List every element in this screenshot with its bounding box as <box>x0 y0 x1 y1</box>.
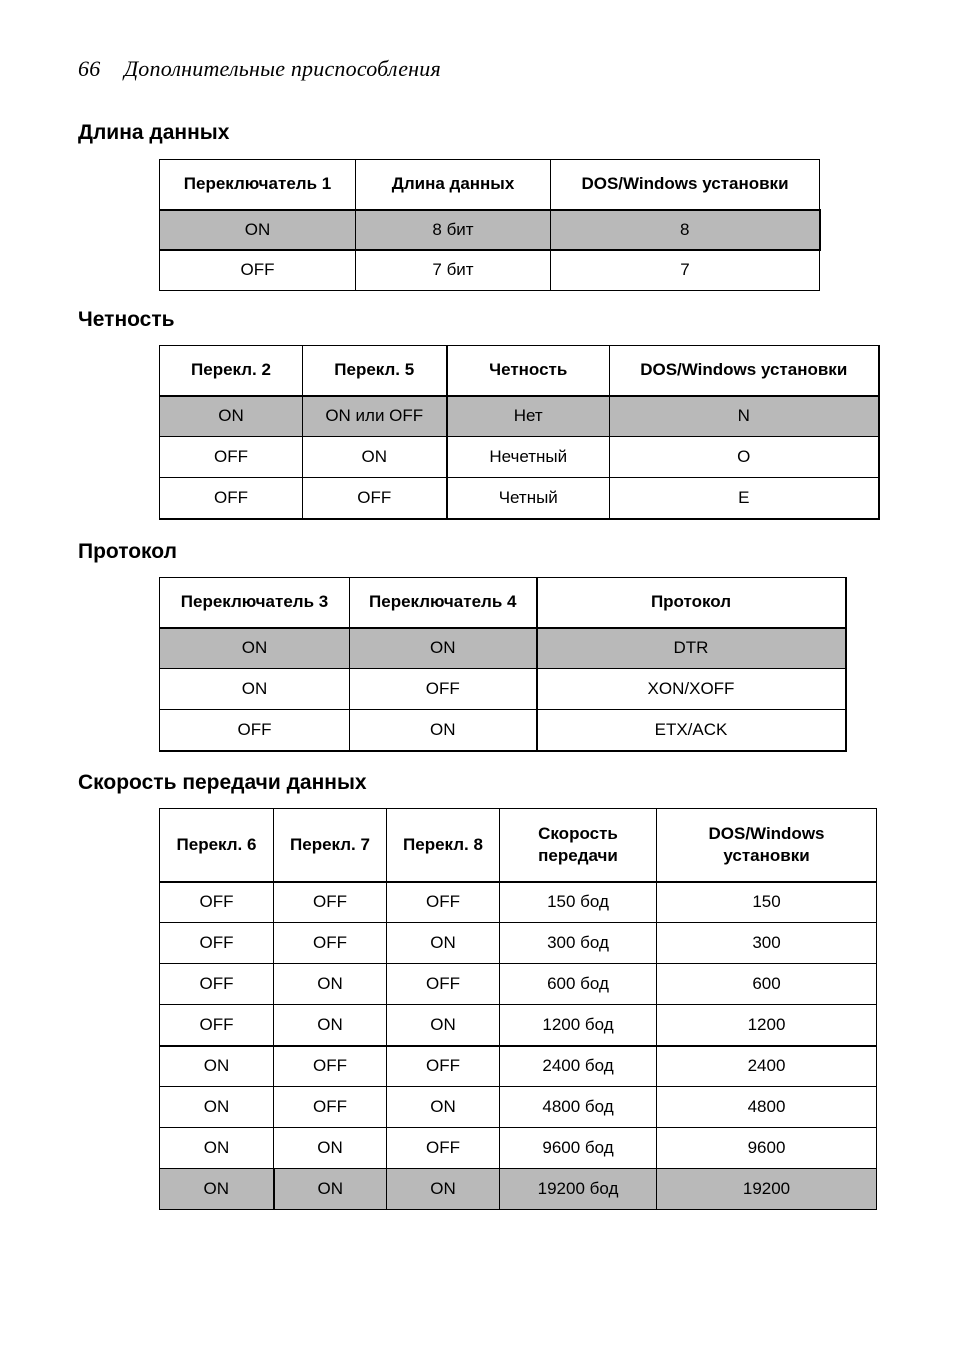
section-title-protocol: Протокол <box>78 540 177 563</box>
table-cell: Четный <box>447 478 610 519</box>
table-cell: OFF <box>160 437 303 478</box>
table-header-row <box>160 346 879 396</box>
table-cell: 150 бод <box>500 882 657 923</box>
table-cell: ON <box>387 1005 500 1046</box>
table-row <box>160 437 879 478</box>
parity-table <box>159 345 880 520</box>
table-cell: ON <box>160 1046 274 1087</box>
column-header: DOS/Windows установки <box>657 809 877 882</box>
table-cell: ON <box>160 1087 274 1128</box>
running-title: Дополнительные приспособления <box>124 56 441 81</box>
table-cell: 7 <box>551 250 820 291</box>
column-header: Переключатель 4 <box>350 578 537 628</box>
table-cell: ON <box>274 1169 387 1210</box>
table-cell: OFF <box>274 1087 387 1128</box>
table-cell: 1200 бод <box>500 1005 657 1046</box>
table-cell: OFF <box>387 1128 500 1169</box>
column-header: DOS/Windows установки <box>551 160 820 210</box>
table-cell: 9600 бод <box>500 1128 657 1169</box>
table-cell: Нечетный <box>447 437 610 478</box>
table-cell: N <box>610 396 879 437</box>
table-cell: Нет <box>447 396 610 437</box>
column-header: Протокол <box>537 578 846 628</box>
table-cell: ON <box>387 923 500 964</box>
table-cell: ON <box>274 1005 387 1046</box>
column-header: DOS/Windows установки <box>610 346 879 396</box>
page-number: 66 <box>78 56 101 81</box>
table-cell: OFF <box>160 478 303 519</box>
table-header-row <box>160 160 820 210</box>
section-title-parity: Четность <box>78 308 175 331</box>
table-cell: ON <box>160 628 350 669</box>
table-row <box>160 1005 877 1046</box>
table-row <box>160 923 877 964</box>
table-cell: OFF <box>303 478 447 519</box>
column-header: Скорость передачи <box>500 809 657 882</box>
table-cell: OFF <box>160 923 274 964</box>
table-cell: OFF <box>387 882 500 923</box>
table-row <box>160 669 846 710</box>
table-cell: ON <box>160 669 350 710</box>
table-cell: ON <box>350 710 537 751</box>
table-cell: ON <box>303 437 447 478</box>
column-header: Четность <box>447 346 610 396</box>
table-cell: 4800 <box>657 1087 877 1128</box>
table-cell: OFF <box>387 1046 500 1087</box>
table-header-row <box>160 578 846 628</box>
section-title-data-length: Длина данных <box>78 121 230 144</box>
table-row <box>160 710 846 751</box>
table-cell: ON <box>387 1169 500 1210</box>
table-cell: 4800 бод <box>500 1087 657 1128</box>
table-cell: ON <box>160 1128 274 1169</box>
table-row <box>160 882 877 923</box>
section-title-baud-rate: Скорость передачи данных <box>78 771 367 794</box>
table-cell: XON/XOFF <box>537 669 846 710</box>
table-cell: OFF <box>387 964 500 1005</box>
table-cell: OFF <box>160 250 356 291</box>
table-cell: 7 бит <box>356 250 551 291</box>
table-cell: ON <box>160 210 356 250</box>
table-cell: ON <box>160 396 303 437</box>
table-header-row <box>160 809 877 882</box>
table-cell: OFF <box>274 1046 387 1087</box>
column-header: Перекл. 5 <box>303 346 447 396</box>
table-cell: 2400 бод <box>500 1046 657 1087</box>
baud-rate-table <box>159 808 877 1210</box>
table-cell: OFF <box>160 1005 274 1046</box>
column-header: Перекл. 8 <box>387 809 500 882</box>
table-cell: OFF <box>274 923 387 964</box>
table-row <box>160 1046 877 1087</box>
table-cell: ON <box>350 628 537 669</box>
column-header: Переключатель 1 <box>160 160 356 210</box>
table-cell: OFF <box>274 882 387 923</box>
data-length-table <box>159 159 821 291</box>
table-cell: 19200 бод <box>500 1169 657 1210</box>
table-cell: 600 <box>657 964 877 1005</box>
table-cell: ON <box>274 1128 387 1169</box>
table-cell: 600 бод <box>500 964 657 1005</box>
table-cell: ON <box>274 964 387 1005</box>
table-cell: 19200 <box>657 1169 877 1210</box>
table-row <box>160 396 879 437</box>
table-row <box>160 1128 877 1169</box>
table-row <box>160 964 877 1005</box>
table-cell: DTR <box>537 628 846 669</box>
table-cell: OFF <box>160 964 274 1005</box>
table-cell: 8 бит <box>356 210 551 250</box>
table-cell: OFF <box>160 882 274 923</box>
table-row <box>160 478 879 519</box>
table-cell: 8 <box>551 210 820 250</box>
column-header: Перекл. 6 <box>160 809 274 882</box>
table-cell: O <box>610 437 879 478</box>
column-header: Перекл. 2 <box>160 346 303 396</box>
table-row <box>160 250 820 291</box>
table-cell: ON <box>160 1169 274 1210</box>
table-cell: 9600 <box>657 1128 877 1169</box>
table-cell: 300 бод <box>500 923 657 964</box>
table-row <box>160 210 820 250</box>
table-cell: ON или OFF <box>303 396 447 437</box>
table-row <box>160 628 846 669</box>
table-cell: ETX/ACK <box>537 710 846 751</box>
column-header: Перекл. 7 <box>274 809 387 882</box>
table-cell: 150 <box>657 882 877 923</box>
table-cell: OFF <box>350 669 537 710</box>
column-header: Переключатель 3 <box>160 578 350 628</box>
table-cell: ON <box>387 1087 500 1128</box>
table-row <box>160 1169 877 1210</box>
table-row <box>160 1087 877 1128</box>
column-header: Длина данных <box>356 160 551 210</box>
table-cell: OFF <box>160 710 350 751</box>
running-head <box>78 56 441 82</box>
protocol-table <box>159 577 847 752</box>
table-cell: E <box>610 478 879 519</box>
table-cell: 2400 <box>657 1046 877 1087</box>
table-cell: 1200 <box>657 1005 877 1046</box>
table-cell: 300 <box>657 923 877 964</box>
